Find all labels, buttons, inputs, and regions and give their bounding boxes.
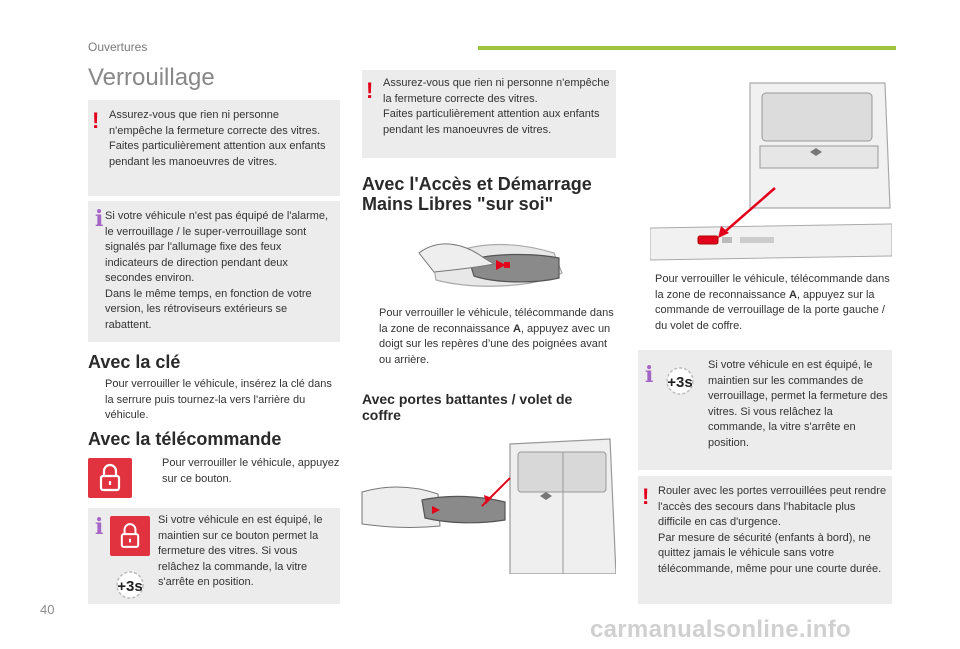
section-label: Ouvertures xyxy=(88,40,148,54)
info-text: Si votre véhicule n'est pas équipé de l'alarme, le verrouillage / le super-verrouillage sont signalés par l'allumage fixe des feux indicateurs de direction pendant deux secondes environ. Dans le même temps, en fonction de votre version, les rétroviseurs extérieurs se rabattent. xyxy=(105,210,329,331)
remote-instruction: Pour verrouiller le véhicule, appuyez sur ce bouton. xyxy=(162,457,340,485)
hold-3s-icon xyxy=(107,570,153,600)
svg-text:+3s: +3s xyxy=(667,374,693,391)
info-box xyxy=(638,350,892,470)
rear-doors-illustration xyxy=(360,434,616,574)
warning-text: Assurez-vous que rien ni personne n'empêche la fermeture correcte des vitres. Faites particulièrement attention aux enfants pendant les manoeuvres de vitres. xyxy=(109,109,326,168)
exclamation-icon: ! xyxy=(642,484,650,509)
remote-info-box xyxy=(88,508,340,604)
watermark: carmanualsonline.info xyxy=(590,616,852,643)
lock-button-icon xyxy=(110,516,150,556)
warning-box xyxy=(88,100,340,196)
hold-3s-icon xyxy=(657,366,703,396)
door-handle-illustration xyxy=(414,228,574,300)
info-icon: i xyxy=(645,362,654,388)
exclamation-icon: ! xyxy=(92,108,100,133)
warning-text: Rouler avec les portes verrouillées peut rendre l'accès des secours dans l'habitacle plus difficile en cas d'urgence. Par mesure de sécurité (enfants à bord), ne quittez jamais le véhicule sans votre télécommande, même pour une courte durée. xyxy=(658,485,887,575)
warning-box xyxy=(638,476,892,604)
svg-text:+3s: +3s xyxy=(117,578,143,595)
lock-button-icon xyxy=(88,458,132,498)
doors-section-title: Avec portes battantes / volet de coffre xyxy=(362,391,573,423)
info-box xyxy=(88,201,340,342)
warning-text: Assurez-vous que rien ni personne n'empêche la fermeture correcte des vitres. Faites particulièrement attention aux enfants pendant les manoeuvres de vitres. xyxy=(383,77,610,136)
keyless-instruction: Pour verrouiller le véhicule, télécommande dans la zone de reconnaissance A, appuyez avec un doigt sur les repères d’une des poignées avant ou arrière. xyxy=(379,307,614,366)
key-instruction: Pour verrouiller le véhicule, insérez la clé dans la serrure puis tournez-la vers l'arrière du véhicule. xyxy=(105,378,332,421)
remote-info-text: Si votre véhicule en est équipé, le maintien sur ce bouton permet la fermeture des vitres. Si vous relâchez la commande, la vitre s'arrête en position. xyxy=(158,514,323,588)
section-bar xyxy=(478,46,896,50)
tailgate-instruction: Pour verrouiller le véhicule, télécommande dans la zone de reconnaissance A, appuyez sur la commande de verrouillage de la porte gauche / du volet de coffre. xyxy=(655,273,890,332)
exclamation-icon: ! xyxy=(366,78,374,103)
remote-section-title: Avec la télécommande xyxy=(88,429,282,449)
page-number: 40 xyxy=(40,602,55,617)
page-title: Verrouillage xyxy=(88,64,215,91)
keyless-section-title: Avec l'Accès et Démarrage Mains Libres "sur soi" xyxy=(362,174,592,214)
warning-box xyxy=(362,70,616,158)
info-icon: i xyxy=(95,206,104,232)
key-section-title: Avec la clé xyxy=(88,352,181,372)
info-icon: i xyxy=(95,514,104,540)
tailgate-illustration xyxy=(650,78,892,266)
info-text: Si votre véhicule en est équipé, le maintien sur les commandes de verrouillage, permet la fermeture des vitres. Si vous relâchez la commande, la vitre s'arrête en position. xyxy=(708,359,888,449)
